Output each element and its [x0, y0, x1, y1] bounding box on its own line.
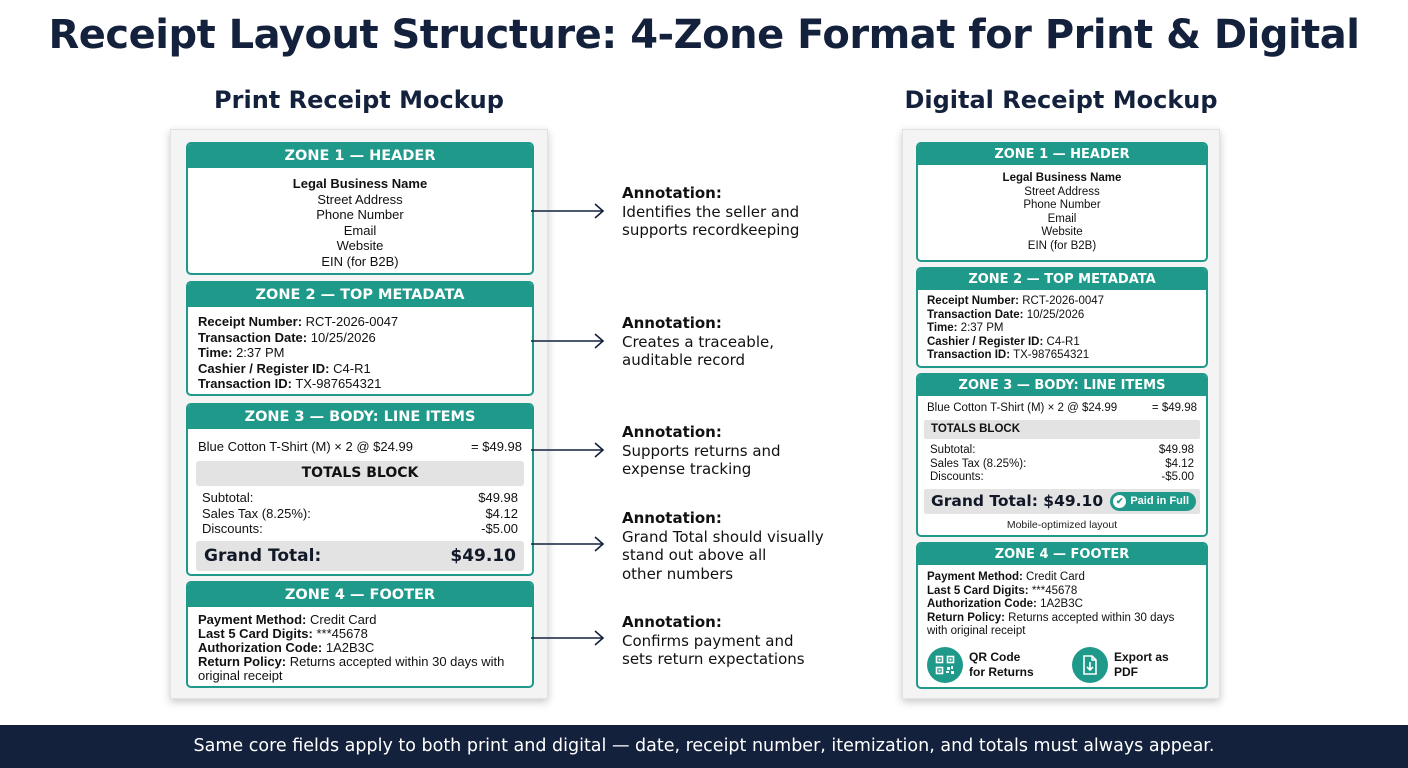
- zone-label: ZONE 3 — BODY: LINE ITEMS: [188, 405, 532, 429]
- website: Website: [336, 238, 384, 253]
- street-address: Street Address: [317, 191, 403, 207]
- annotation-line-items: Annotation: Supports returns and expense tracking: [622, 423, 781, 478]
- business-name: Legal Business Name: [1002, 172, 1122, 184]
- ein: EIN (for B2B): [1027, 239, 1097, 252]
- check-icon: ✔: [1113, 495, 1126, 508]
- zone-label: ZONE 4 — FOOTER: [918, 544, 1206, 565]
- card-digits-row: Last 5 Card Digits: ***45678: [927, 584, 1078, 597]
- email: Email: [343, 222, 377, 238]
- card-digits-row: Last 5 Card Digits: ***45678: [198, 626, 368, 641]
- zone-label: ZONE 1 — HEADER: [188, 144, 532, 168]
- paid-in-full-badge: ✔ Paid in Full: [1110, 492, 1196, 511]
- zone-label: ZONE 2 — TOP METADATA: [188, 283, 532, 307]
- digital-zone-metadata: [916, 267, 1208, 368]
- receipt-number-row: Receipt Number: RCT-2026-0047: [198, 314, 399, 329]
- digital-mockup-heading: Digital Receipt Mockup: [904, 86, 1218, 114]
- sales-tax-row: Sales Tax (8.25%): $4.12: [930, 457, 1194, 470]
- qr-code-label: QR Code for Returns: [969, 649, 1034, 679]
- digital-zone-line-items: [916, 373, 1208, 537]
- business-name: Legal Business Name: [292, 176, 428, 191]
- street-address: Street Address: [1024, 185, 1100, 198]
- time-row: Time: 2:37 PM: [927, 322, 1004, 334]
- phone-number: Phone Number: [316, 207, 404, 222]
- auth-code-row: Authorization Code: 1A2B3C: [198, 640, 375, 655]
- main-title: Receipt Layout Structure: 4-Zone Format for Print & Digital: [48, 12, 1360, 58]
- bottom-note-bar: Same core fields apply to both print and digital — date, receipt number, itemization, and totals must always appear.: [0, 725, 1408, 768]
- transaction-id-row: Transaction ID: TX-987654321: [198, 376, 382, 391]
- header-lines: [918, 165, 1206, 253]
- annotation-footer: Annotation: Confirms payment and sets return expectations: [622, 613, 805, 668]
- transaction-date-row: Transaction Date: 10/25/2026: [927, 308, 1085, 321]
- sales-tax-row: Sales Tax (8.25%): $4.12: [202, 505, 518, 521]
- email: Email: [1047, 212, 1077, 225]
- line-item: Blue Cotton T-Shirt (M) × 2 @ $24.99 = $49.98: [927, 402, 1197, 414]
- phone-number: Phone Number: [1023, 199, 1101, 211]
- grand-total-row: Grand Total: $49.10 ✔ Paid in Full: [924, 489, 1200, 514]
- payment-method-row: Payment Method: Credit Card: [927, 571, 1085, 583]
- metadata-fields: [918, 290, 1206, 363]
- zone-label: ZONE 3 — BODY: LINE ITEMS: [918, 375, 1206, 396]
- footer-fields: [918, 565, 1206, 639]
- footer-actions: [918, 639, 1206, 683]
- transaction-date-row: Transaction Date: 10/25/2026: [198, 329, 376, 345]
- qr-code-icon: [927, 647, 963, 683]
- mobile-note: Mobile-optimized layout: [1006, 518, 1118, 531]
- cashier-row: Cashier / Register ID: C4-R1: [198, 360, 371, 376]
- annotation-metadata: Annotation: Creates a traceable, auditable record: [622, 314, 774, 369]
- payment-method-row: Payment Method: Credit Card: [198, 612, 377, 627]
- cashier-row: Cashier / Register ID: C4-R1: [927, 335, 1080, 348]
- discounts-row: Discounts: -$5.00: [930, 471, 1194, 483]
- website: Website: [1041, 226, 1083, 238]
- zone-label: ZONE 2 — TOP METADATA: [918, 269, 1206, 290]
- return-policy-row: Return Policy: Returns accepted within 30 days with original receipt: [198, 654, 505, 683]
- zone-label: ZONE 1 — HEADER: [918, 144, 1206, 165]
- receipt-number-row: Receipt Number: RCT-2026-0047: [927, 295, 1105, 307]
- subtotal-row: Subtotal: $49.98: [202, 490, 518, 505]
- discounts-row: Discounts: -$5.00: [202, 521, 518, 536]
- auth-code-row: Authorization Code: 1A2B3C: [927, 598, 1083, 610]
- totals-block-label: TOTALS BLOCK: [196, 461, 524, 486]
- totals-block-label: TOTALS BLOCK: [924, 420, 1200, 439]
- subtotal-row: Subtotal: $49.98: [930, 444, 1194, 456]
- print-mockup-heading: Print Receipt Mockup: [214, 86, 504, 114]
- zone-label: ZONE 4 — FOOTER: [188, 583, 532, 607]
- export-pdf-label: Export as PDF: [1114, 649, 1169, 679]
- digital-receipt: [902, 129, 1220, 699]
- transaction-id-row: Transaction ID: TX-987654321: [927, 349, 1090, 361]
- digital-zone-header: [916, 142, 1208, 262]
- ein: EIN (for B2B): [321, 253, 399, 269]
- download-document-icon: [1072, 647, 1108, 683]
- annotation-header: Annotation: Identifies the seller and supports recordkeeping: [622, 184, 800, 239]
- qr-code-for-returns[interactable]: [927, 647, 1072, 683]
- grand-total-row: Grand Total: $49.10: [196, 541, 524, 571]
- return-policy-row: Return Policy: Returns accepted within 30 days with original receipt: [927, 611, 1175, 637]
- time-row: Time: 2:37 PM: [198, 345, 285, 360]
- annotation-grand-total: Annotation: Grand Total should visually stand out above all other numbers: [622, 509, 824, 583]
- export-pdf-button[interactable]: [1072, 647, 1169, 683]
- digital-zone-footer: [916, 542, 1208, 689]
- line-item: Blue Cotton T-Shirt (M) × 2 @ $24.99 = $49.98: [198, 439, 522, 454]
